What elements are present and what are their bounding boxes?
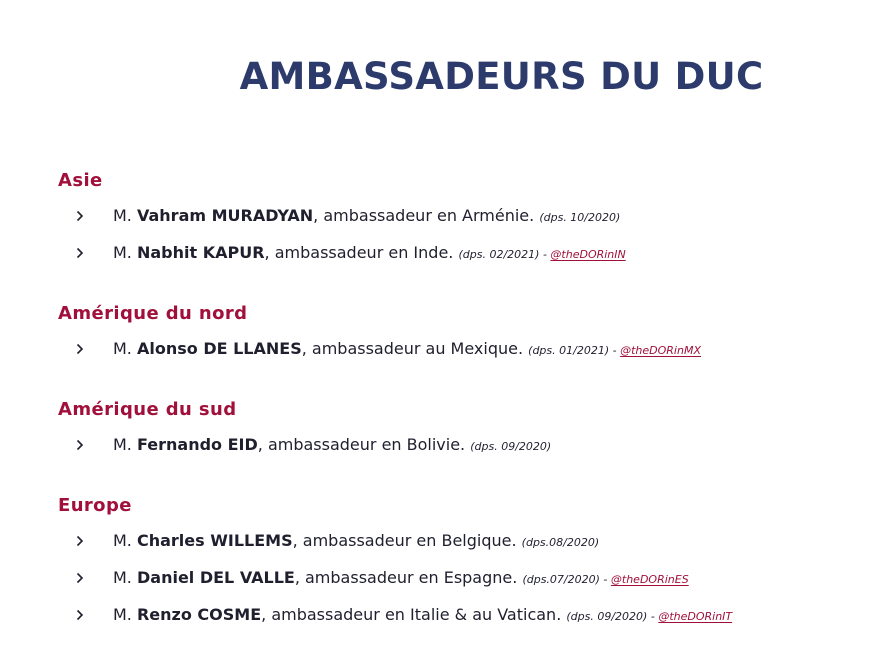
ambassador-role: , ambassadeur en Arménie. — [313, 206, 535, 225]
ambassador-prefix: M. — [113, 605, 132, 624]
ambassador-date: (dps. 01/2021) — [528, 344, 610, 357]
ambassador-handle-link[interactable]: @theDORinIT — [658, 610, 733, 623]
ambassador-name: Nabhit KAPUR — [136, 243, 265, 262]
separator: - — [647, 610, 659, 623]
list-item — [58, 337, 878, 374]
region-list — [58, 204, 878, 278]
region-list — [58, 433, 878, 470]
ambassador-name: Daniel DEL VALLE — [136, 568, 295, 587]
ambassador-name: Renzo COSME — [136, 605, 262, 624]
separator: - — [539, 248, 551, 261]
ambassador-handle-link[interactable]: @theDORinMX — [620, 344, 701, 357]
ambassador-role: , ambassadeur en Bolivie. — [257, 435, 466, 454]
ambassador-date: (dps. 02/2021) — [458, 248, 540, 261]
list-item — [58, 433, 878, 470]
ambassador-role: , ambassadeur en Belgique. — [292, 531, 517, 550]
ambassador-prefix: M. — [113, 339, 132, 358]
region-title: Amérique du sud — [58, 399, 237, 420]
ambassador-prefix: M. — [113, 531, 132, 550]
separator: - — [609, 344, 621, 357]
ambassador-date: (dps. 10/2020) — [539, 211, 621, 224]
list-item — [58, 566, 878, 603]
ambassador-role: , ambassadeur au Mexique. — [301, 339, 524, 358]
region-amerique-du-sud — [58, 397, 878, 470]
region-asie — [58, 168, 878, 278]
list-item — [58, 241, 878, 278]
region-list — [58, 337, 878, 374]
ambassador-role: , ambassadeur en Inde. — [264, 243, 454, 262]
ambassador-prefix: M. — [113, 243, 132, 262]
ambassador-handle-link[interactable]: @theDORinIN — [550, 248, 626, 261]
ambassador-name: Alonso DE LLANES — [136, 339, 302, 358]
page-title: AMBASSADEURS DU DUC — [239, 55, 764, 98]
region-title: Asie — [58, 170, 103, 191]
chevron-right-icon — [76, 433, 88, 457]
region-list — [58, 529, 878, 640]
chevron-right-icon — [76, 529, 88, 553]
chevron-right-icon — [76, 204, 88, 228]
list-item — [58, 529, 878, 566]
ambassador-name: Charles WILLEMS — [136, 531, 293, 550]
ambassador-list — [58, 168, 878, 663]
ambassador-prefix: M. — [113, 206, 132, 225]
ambassador-handle-link[interactable]: @theDORinES — [610, 573, 689, 586]
region-title: Amérique du nord — [58, 303, 248, 324]
region-title: Europe — [58, 495, 132, 516]
list-item — [58, 204, 878, 241]
ambassador-role: , ambassadeur en Italie & au Vatican. — [261, 605, 562, 624]
region-amerique-du-nord — [58, 301, 878, 374]
ambassador-name: Fernando EID — [136, 435, 258, 454]
region-europe — [58, 493, 878, 640]
ambassador-prefix: M. — [113, 568, 132, 587]
ambassador-role: , ambassadeur en Espagne. — [294, 568, 518, 587]
ambassador-prefix: M. — [113, 435, 132, 454]
chevron-right-icon — [76, 603, 88, 627]
chevron-right-icon — [76, 337, 88, 361]
ambassador-name: Vahram MURADYAN — [136, 206, 314, 225]
separator: - — [599, 573, 611, 586]
ambassador-date: (dps.08/2020) — [521, 536, 600, 549]
list-item — [58, 603, 878, 640]
ambassador-date: (dps. 09/2020) — [470, 440, 552, 453]
chevron-right-icon — [76, 241, 88, 265]
ambassador-date: (dps.07/2020) — [522, 573, 600, 586]
ambassador-date: (dps. 09/2020) — [566, 610, 648, 623]
chevron-right-icon — [76, 566, 88, 590]
